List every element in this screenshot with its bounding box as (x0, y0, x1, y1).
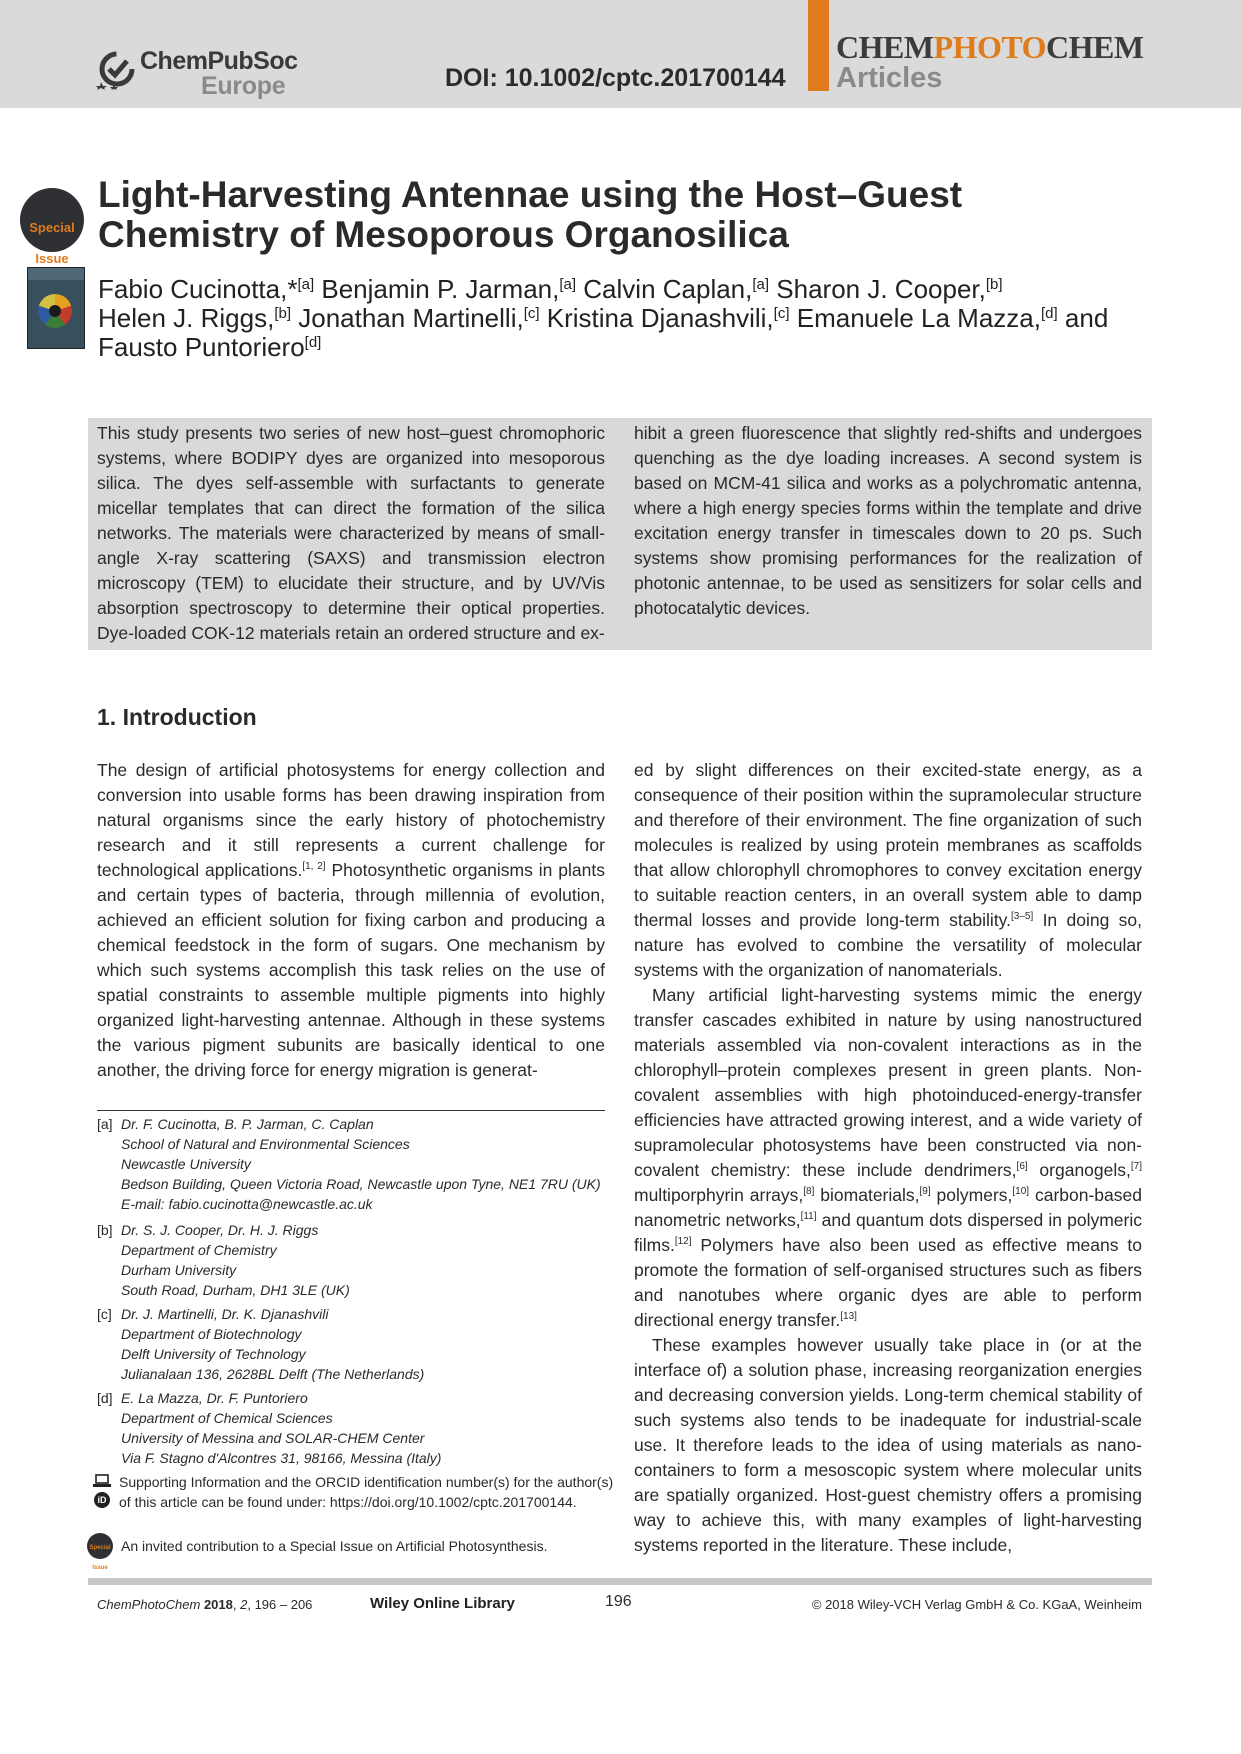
citation-link[interactable]: [9] (919, 1186, 931, 1197)
affiliation-d (97, 1388, 617, 1468)
affiliation-names: E. La Mazza, Dr. F. Puntoriero (121, 1390, 308, 1406)
copyright-notice: © 2018 Wiley-VCH Verlag GmbH & Co. KGaA, Weinheim (811, 1597, 1142, 1612)
footer-year: 2018 (203, 1597, 233, 1612)
publisher-logo[interactable] (96, 44, 298, 100)
star-circle-logo-icon (96, 48, 138, 90)
intro-column-left (97, 758, 605, 1083)
body-text: biomaterials, (814, 1185, 920, 1205)
author-name: Sharon J. Cooper, (776, 274, 986, 304)
doi-link[interactable]: DOI: 10.1002/cptc.201700144 (445, 64, 786, 92)
affiliation-label: [b] (97, 1222, 113, 1238)
author-name: Benjamin P. Jarman, (321, 274, 560, 304)
affiliation-names: Dr. J. Martinelli, Dr. K. Djanashvili (121, 1306, 329, 1322)
footnote-divider (97, 1110, 605, 1111)
author-name: Kristina Djanashvili, (546, 303, 774, 333)
wiley-online-library-link[interactable]: Wiley Online Library (370, 1595, 515, 1612)
body-text: organogels, (1027, 1160, 1131, 1180)
small-badge-line1: Special (89, 1545, 111, 1551)
orcid-icon: iD (94, 1492, 110, 1508)
affiliation-c (97, 1304, 617, 1384)
body-text: Many artificial light-harvesting systems mimic the energy transfer cascades exhibited in nature by using nanostructured materials assembled via non-covalent interactions as in the chlorophyll–protein complexes present in green plants. Non-covalent assemblies with high photoinduced-energy-transfer efficiencies have attracted growing interest, and a wide variety of supramolecular photosystems have been constructed via non-covalent chemistry: these include dendrimers, (634, 985, 1142, 1180)
author-list (98, 275, 1158, 362)
abstract-column-right: hibit a green fluorescence that slightly red-shifts and undergoes quenching as the dye loading increases. A second system is based on MCM-41 silica and works as a polychromatic antenna, where a high energy species forms within the template and drive excitation energy transfer in timescales down to 20 ps. Such systems show promising performances for the realization of photonic antennae, to be used as sensitizers for solar cells and photocatalytic devices. (634, 423, 1142, 618)
affiliation-address: Via F. Stagno d'Alcontres 31, 98166, Messina (Italy) (121, 1450, 442, 1466)
affiliation-email[interactable]: E-mail: fabio.cucinotta@newcastle.ac.uk (121, 1196, 373, 1212)
cover-header-band (28, 268, 84, 280)
laptop-icon (93, 1474, 111, 1488)
affiliation-label: [a] (97, 1116, 113, 1132)
journal-title-part1: CHEM (836, 29, 934, 65)
affiliation-department: Department of Chemical Sciences (121, 1410, 333, 1426)
body-text: carbon-based nanometric networks, (634, 1185, 1142, 1230)
affiliation-department: Department of Chemistry (121, 1242, 277, 1258)
supporting-info-note[interactable]: Supporting Information and the ORCID identification number(s) for the author(s) of this article can be found under: https://doi.org/10.1002/cptc.201700144. (119, 1474, 614, 1510)
author-name: Calvin Caplan, (583, 274, 753, 304)
affiliation-institution: Delft University of Technology (121, 1346, 306, 1362)
journal-title (836, 29, 1144, 66)
footer-divider (88, 1578, 1152, 1585)
affiliation-institution: Newcastle University (121, 1156, 251, 1172)
citation-link[interactable]: [8] (803, 1186, 815, 1197)
author-name: Emanuele La Mazza, (796, 303, 1041, 333)
body-text: Photosynthetic organisms in plants and certain types of bacteria, through millennia of evolution, achieved an efficient solution for fixing carbon and producing a chemical feedstock in the form of sugars. One mechanism by which such systems accomplish this task relies on the use of spatial constraints to assemble multiple pigments into highly organized light-harvesting antennae. Although in these systems the various pigment subunits are basically identical to one another, the driving force for energy migration is generat- (97, 860, 605, 1080)
section-heading-introduction: 1. Introduction (97, 704, 257, 730)
author-affiliation: [a] (752, 276, 770, 293)
citation-link[interactable]: [11] (800, 1211, 817, 1222)
citation-link[interactable]: [6] (1016, 1161, 1028, 1172)
body-text: multiporphyrin arrays, (634, 1185, 804, 1205)
affiliation-institution: University of Messina and SOLAR-CHEM Center (121, 1430, 425, 1446)
badge-line2: Issue (35, 251, 69, 266)
affiliation-address: South Road, Durham, DH1 3LE (UK) (121, 1282, 350, 1298)
author-affiliation: [b] (274, 305, 291, 322)
footer-journal-name: ChemPhotoChem (97, 1597, 201, 1612)
citation-link[interactable]: [12] (674, 1236, 692, 1247)
author-name: Helen J. Riggs, (98, 303, 275, 333)
footer-volume: 2 (240, 1597, 248, 1612)
author-affiliation: [a] (297, 276, 315, 293)
citation-link[interactable]: [13] (840, 1311, 857, 1322)
section-label: Articles (836, 62, 943, 94)
author-affiliation: [b] (985, 276, 1003, 293)
affiliation-b (97, 1220, 617, 1300)
badge-line1: Special (29, 220, 75, 235)
citation-link[interactable]: [10] (1012, 1186, 1030, 1197)
author-affiliation: [c] (773, 305, 790, 322)
affiliation-institution: Durham University (121, 1262, 237, 1278)
affiliation-address: Julianalaan 136, 2628BL Delft (The Netherlands) (121, 1366, 425, 1382)
footer-citation: ChemPhotoChem 2018, 2, 196 – 206 (97, 1597, 313, 1612)
article-title: Light-Harvesting Antennae using the Host–Guest Chemistry of Mesoporous Organosilica (98, 174, 963, 255)
intro-column-right (634, 758, 1142, 1558)
affiliation-label: [c] (97, 1306, 112, 1322)
body-text: and quantum dots dispersed in polymeric films. (634, 1210, 1142, 1255)
affiliation-address: Bedson Building, Queen Victoria Road, Newcastle upon Tyne, NE1 7RU (UK) (121, 1176, 601, 1192)
author-affiliation: [d] (304, 334, 322, 351)
page-number: 196 (605, 1593, 632, 1610)
body-text: Polymers have also been used as effective means to promote the formation of self-organised structures such as fibers and nanotubes where organic dyes are able to perform directional energy transfer. (634, 1235, 1142, 1330)
invited-contribution-note: An invited contribution to a Special Issue on Artificial Photosynthesis. (121, 1538, 548, 1554)
affiliation-a (97, 1114, 617, 1214)
affiliation-label: [d] (97, 1390, 113, 1406)
brand-accent-bar (808, 0, 829, 91)
body-text: These examples however usually take place in (or at the interface of) a solution phase, increasing reorganization energies and decreasing conversion yields. Long-term chemical stability of such systems also tends to be inadequate for industrial-scale use. It therefore leads to the idea of using materials as nano-containers to form a mesoscopic system where molecular units are spatially organized. Host-guest chemistry offers a promising way to achieve this, with many examples of light-harvesting systems reported in the literature. These include, (634, 1335, 1142, 1555)
affiliation-names: Dr. F. Cucinotta, B. P. Jarman, C. Caplan (121, 1116, 374, 1132)
author-affiliation: [c] (523, 305, 540, 322)
body-text: In doing so, nature has evolved to combine the versatility of molecular systems with the organization of nanomaterials. (634, 910, 1142, 980)
author-name: Fausto Puntoriero (98, 332, 305, 362)
journal-cover-thumbnail[interactable] (27, 267, 85, 349)
special-issue-badge[interactable] (20, 188, 84, 266)
author-affiliation: [d] (1040, 305, 1058, 322)
affiliation-department: School of Natural and Environmental Sciences (121, 1136, 410, 1152)
abstract-column-left: This study presents two series of new host–guest chromophoric systems, where BODIPY dyes are organized into mesoporous silica. The dyes self-assemble with surfactants to generate micellar templates that can direct the formation of the silica networks. The materials were characterized by means of small-angle X-ray scattering (SAXS) and transmission electron microscopy (TEM) to elucidate their structure, and by UV/Vis absorption spectroscopy to determine their optical properties. Dye-loaded COK-12 materials retain an ordered structure and ex- (97, 423, 605, 643)
footer-pages: 196 – 206 (254, 1597, 313, 1612)
publisher-name: ChemPubSoc (140, 47, 298, 75)
affiliation-names: Dr. S. J. Cooper, Dr. H. J. Riggs (121, 1222, 319, 1238)
citation-link[interactable]: [7] (1130, 1161, 1142, 1172)
journal-title-part2: PHOTO (933, 29, 1047, 65)
journal-title-part3: CHEM (1046, 29, 1144, 65)
author-conjunction: and (1064, 303, 1109, 333)
affiliation-department: Department of Biotechnology (121, 1326, 302, 1342)
special-issue-small-badge (87, 1533, 113, 1571)
citation-link[interactable]: [3–5] (1011, 911, 1034, 922)
body-text: ed by slight differences on their excited-state energy, as a consequence of their position within the supramolecular structure and therefore of their environment. The fine organization of such molecules is realized by using protein membranes as scaffolds that allow chlorophyll chromophores to convey excitation energy to suitable reaction centers, in an overall system able to damp thermal losses and provide long-term stability. (634, 760, 1142, 930)
cover-wheel-center (49, 305, 61, 317)
author-name: Fabio Cucinotta,* (98, 274, 298, 304)
small-badge-line2: Issue (92, 1565, 108, 1571)
body-text: The design of artificial photosystems for energy collection and conversion into usable forms has been drawing inspiration from natural organisms since the early history of photochemistry research and it still represents a current challenge for technological applications. (97, 760, 605, 880)
author-name: Jonathan Martinelli, (298, 303, 524, 333)
author-affiliation: [a] (559, 276, 577, 293)
body-text: polymers, (930, 1185, 1013, 1205)
citation-link[interactable]: [1, 2] (302, 861, 326, 872)
publisher-region: Europe (201, 72, 286, 100)
